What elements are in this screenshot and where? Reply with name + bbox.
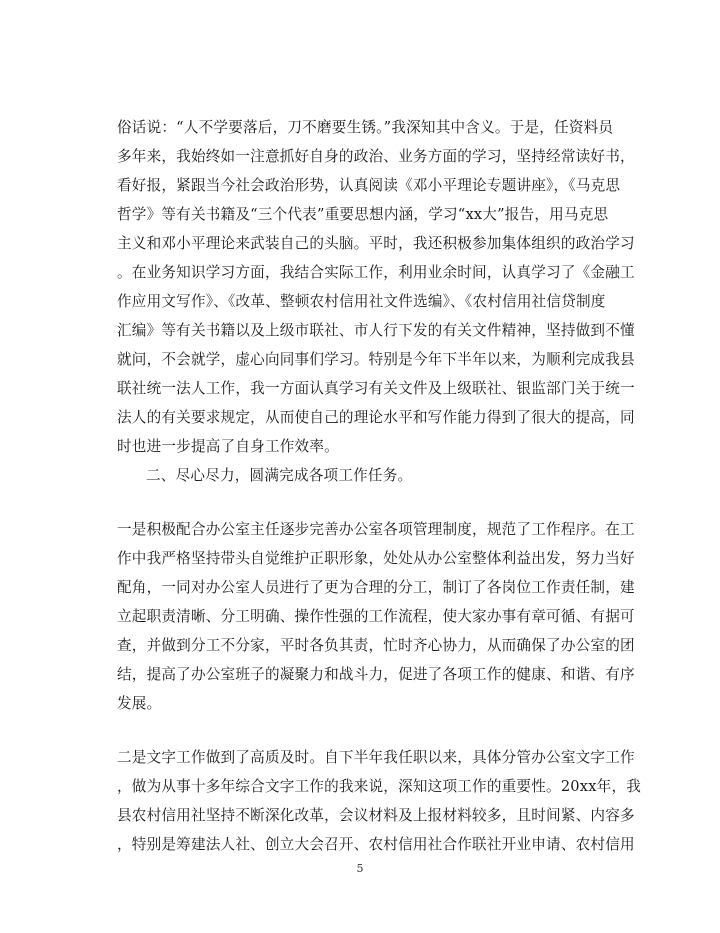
text-line: 作中我严格坚持带头自觉维护正职形象，处处从办公室整体利益出发，努力当好 [117,550,635,567]
text-line: 多年来，我始终如一注意抓好自身的政治、业务方面的学习，坚持经常读好书， [117,148,635,165]
text-line: 看好报，紧跟当今社会政治形势，认真阅读《邓小平理论专题讲座》，《马克思 [117,177,621,194]
section-heading: 二、尽心尽力，圆满完成各项工作任务。 [146,467,413,484]
text-line: 查，并做到分工不分家，平时各负其责，忙时齐心协力，从而确保了办公室的团 [117,637,635,654]
text-line: 作应用文写作》、《改革、整顿农村信用社文件选编》、《农村信用社信贷制度 [117,293,606,310]
text-line: 县农村信用社坚持不断深化改革，会议材料及上报材料较多，且时间紧、内容多 [117,807,635,824]
text-line: 时也进一步提高了自身工作效率。 [117,438,339,455]
text-line: ，做为从事十多年综合文字工作的我来说，深知这项工作的重要性。20xx年，我 [117,778,642,795]
text-line: 哲学》等有关书籍及“三个代表”重要思想内涵，学习“xx大”报告，用马克思 [117,206,609,223]
text-line: 一是积极配合办公室主任逐步完善办公室各项管理制度，规范了工作程序。在工 [117,521,635,538]
text-line: ，特别是筹建法人社、创立大会召开、农村信用社合作联社开业申请、农村信用 [117,836,635,853]
text-line: 俗话说：“人不学要落后，刀不磨要生锈。”我深知其中含义。于是，任资料员 [117,119,614,136]
text-line: 立起职责清晰、分工明确、操作性强的工作流程，使大家办事有章可循、有据可 [117,608,635,625]
text-line: 联社统一法人工作，我一方面认真学习有关文件及上级联社、银监部门关于统一 [117,380,635,397]
text-line: 汇编》等有关书籍以及上级市联社、市人行下发的有关文件精神，坚持做到不懂 [117,322,635,339]
text-line: 配角，一同对办公室人员进行了更为合理的分工，制订了各岗位工作责任制，建 [117,579,635,596]
text-line: 发展。 [117,695,162,712]
text-line: 二是文字工作做到了高质及时。自下半年我任职以来，具体分管办公室文字工作 [117,749,635,766]
text-line: 结，提高了办公室班子的凝聚力和战斗力，促进了各项工作的健康、和谐、有序 [117,666,635,683]
text-line: 。在业务知识学习方面，我结合实际工作，利用业余时间，认真学习了《金融工 [117,264,635,281]
page-number: 5 [356,862,364,875]
text-line: 主义和邓小平理论来武装自己的头脑。平时，我还积极参加集体组织的政治学习 [117,235,635,252]
text-line: 法人的有关要求规定，从而使自己的理论水平和写作能力得到了很大的提高，同 [117,409,635,426]
text-line: 就问，不会就学，虚心向同事们学习。特别是今年下半年以来，为顺利完成我县 [117,351,635,368]
